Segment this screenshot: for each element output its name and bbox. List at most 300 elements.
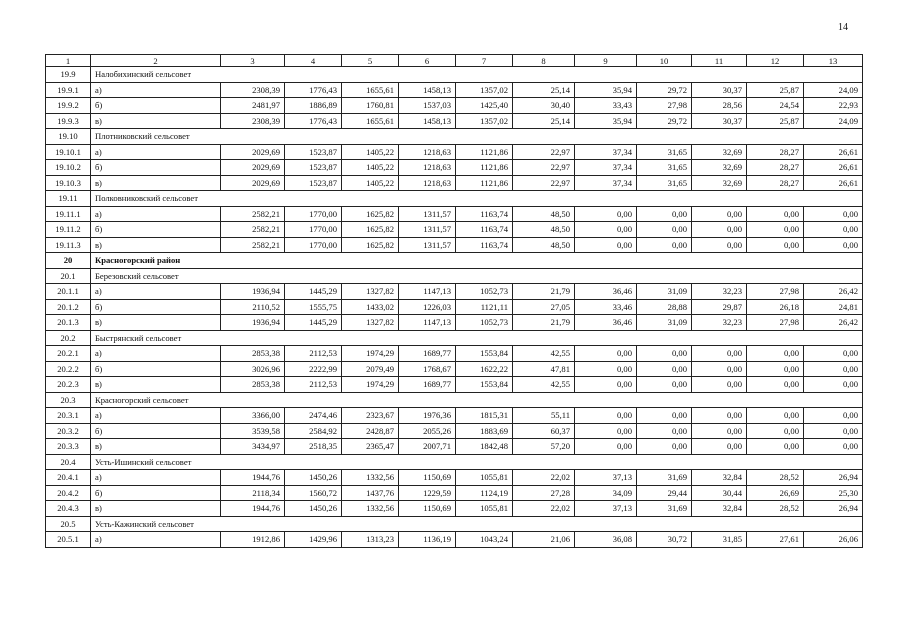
- value-cell: 1218,63: [399, 175, 456, 191]
- value-cell: 1332,56: [342, 470, 399, 486]
- value-cell: 2222,99: [285, 361, 342, 377]
- value-cell: 1815,31: [456, 408, 513, 424]
- value-cell: 37,13: [575, 501, 637, 517]
- value-cell: 1770,00: [285, 206, 342, 222]
- table-row: [46, 377, 863, 393]
- column-number-header: 9: [575, 55, 637, 67]
- row-code: 20: [46, 253, 91, 269]
- row-code: 20.1: [46, 268, 91, 284]
- value-cell: 1689,77: [399, 377, 456, 393]
- value-cell: 26,06: [804, 532, 863, 548]
- value-cell: 0,00: [575, 346, 637, 362]
- row-option-label: б): [91, 299, 221, 315]
- value-cell: 1553,84: [456, 346, 513, 362]
- value-cell: 1121,86: [456, 175, 513, 191]
- value-cell: 0,00: [804, 361, 863, 377]
- value-cell: 0,00: [692, 346, 747, 362]
- row-option-label: б): [91, 361, 221, 377]
- value-cell: 1121,86: [456, 144, 513, 160]
- value-cell: 1770,00: [285, 222, 342, 238]
- column-number-header: 10: [637, 55, 692, 67]
- column-number-header: 11: [692, 55, 747, 67]
- row-option-label: а): [91, 408, 221, 424]
- value-cell: 24,09: [804, 82, 863, 98]
- value-cell: 2853,38: [221, 377, 285, 393]
- value-cell: 28,27: [747, 175, 804, 191]
- value-cell: 0,00: [575, 222, 637, 238]
- value-cell: 0,00: [747, 377, 804, 393]
- value-cell: 2853,38: [221, 346, 285, 362]
- column-number-header: 12: [747, 55, 804, 67]
- value-cell: 1912,86: [221, 532, 285, 548]
- value-cell: 2365,47: [342, 439, 399, 455]
- value-cell: 0,00: [637, 222, 692, 238]
- table-row: [46, 361, 863, 377]
- value-cell: 2474,46: [285, 408, 342, 424]
- value-cell: 1768,67: [399, 361, 456, 377]
- table-row: [46, 160, 863, 176]
- value-cell: 28,52: [747, 501, 804, 517]
- value-cell: 1425,40: [456, 98, 513, 114]
- row-option-label: в): [91, 439, 221, 455]
- value-cell: 1458,13: [399, 82, 456, 98]
- value-cell: 1689,77: [399, 346, 456, 362]
- value-cell: 32,84: [692, 501, 747, 517]
- value-cell: 27,98: [747, 284, 804, 300]
- value-cell: 30,72: [637, 532, 692, 548]
- value-cell: 0,00: [692, 206, 747, 222]
- table-row: [46, 439, 863, 455]
- district-heading-row: [46, 253, 863, 269]
- row-option-label: в): [91, 377, 221, 393]
- value-cell: 0,00: [575, 408, 637, 424]
- value-cell: 22,97: [513, 175, 575, 191]
- table-row: [46, 532, 863, 548]
- value-cell: 0,00: [575, 377, 637, 393]
- value-cell: 31,09: [637, 284, 692, 300]
- tariff-table: [45, 54, 863, 548]
- value-cell: 1327,82: [342, 315, 399, 331]
- value-cell: 1043,24: [456, 532, 513, 548]
- column-number-header: 6: [399, 55, 456, 67]
- value-cell: 1776,43: [285, 82, 342, 98]
- value-cell: 30,40: [513, 98, 575, 114]
- value-cell: 48,50: [513, 206, 575, 222]
- value-cell: 28,56: [692, 98, 747, 114]
- row-option-label: в): [91, 501, 221, 517]
- row-code: 20.3.2: [46, 423, 91, 439]
- value-cell: 0,00: [575, 237, 637, 253]
- value-cell: 1450,26: [285, 501, 342, 517]
- value-cell: 0,00: [747, 222, 804, 238]
- value-cell: 2079,49: [342, 361, 399, 377]
- value-cell: 1625,82: [342, 222, 399, 238]
- value-cell: 0,00: [747, 361, 804, 377]
- row-code: 20.3.3: [46, 439, 91, 455]
- value-cell: 0,00: [692, 361, 747, 377]
- section-heading-row: [46, 516, 863, 532]
- row-code: 19.11.2: [46, 222, 91, 238]
- table-row: [46, 423, 863, 439]
- value-cell: 0,00: [692, 423, 747, 439]
- value-cell: 29,44: [637, 485, 692, 501]
- value-cell: 1560,72: [285, 485, 342, 501]
- value-cell: 1327,82: [342, 284, 399, 300]
- value-cell: 22,97: [513, 144, 575, 160]
- value-cell: 22,97: [513, 160, 575, 176]
- row-code: 20.4.3: [46, 501, 91, 517]
- value-cell: 2582,21: [221, 206, 285, 222]
- value-cell: 1458,13: [399, 113, 456, 129]
- section-name: Быстрянский сельсовет: [91, 330, 863, 346]
- row-code: 19.9.2: [46, 98, 91, 114]
- row-code: 20.2.1: [46, 346, 91, 362]
- row-option-label: б): [91, 98, 221, 114]
- column-number-header: 4: [285, 55, 342, 67]
- value-cell: 1150,69: [399, 470, 456, 486]
- value-cell: 24,81: [804, 299, 863, 315]
- table-row: [46, 113, 863, 129]
- value-cell: 1433,02: [342, 299, 399, 315]
- value-cell: 28,52: [747, 470, 804, 486]
- value-cell: 24,09: [804, 113, 863, 129]
- section-name: Усть-Кажинский сельсовет: [91, 516, 863, 532]
- value-cell: 32,69: [692, 144, 747, 160]
- row-code: 20.1.2: [46, 299, 91, 315]
- value-cell: 1770,00: [285, 237, 342, 253]
- value-cell: 0,00: [692, 237, 747, 253]
- row-option-label: б): [91, 485, 221, 501]
- value-cell: 1883,69: [456, 423, 513, 439]
- value-cell: 2007,71: [399, 439, 456, 455]
- row-code: 20.4.1: [46, 470, 91, 486]
- value-cell: 2584,92: [285, 423, 342, 439]
- value-cell: 2428,87: [342, 423, 399, 439]
- value-cell: 37,34: [575, 144, 637, 160]
- value-cell: 42,55: [513, 377, 575, 393]
- row-code: 19.9: [46, 67, 91, 83]
- value-cell: 0,00: [804, 423, 863, 439]
- value-cell: 1944,76: [221, 470, 285, 486]
- value-cell: 0,00: [804, 439, 863, 455]
- value-cell: 1147,13: [399, 284, 456, 300]
- value-cell: 0,00: [637, 439, 692, 455]
- value-cell: 26,61: [804, 175, 863, 191]
- table-row: [46, 98, 863, 114]
- row-code: 20.4.2: [46, 485, 91, 501]
- section-name: Красногорский сельсовет: [91, 392, 863, 408]
- value-cell: 0,00: [692, 377, 747, 393]
- value-cell: 3434,97: [221, 439, 285, 455]
- value-cell: 2118,34: [221, 485, 285, 501]
- table-row: [46, 144, 863, 160]
- row-code: 20.2.2: [46, 361, 91, 377]
- table-row: [46, 501, 863, 517]
- value-cell: 0,00: [692, 439, 747, 455]
- value-cell: 30,37: [692, 113, 747, 129]
- value-cell: 31,65: [637, 144, 692, 160]
- value-cell: 22,02: [513, 470, 575, 486]
- value-cell: 0,00: [692, 222, 747, 238]
- value-cell: 27,05: [513, 299, 575, 315]
- value-cell: 1523,87: [285, 175, 342, 191]
- table-row: [46, 284, 863, 300]
- value-cell: 32,84: [692, 470, 747, 486]
- value-cell: 1163,74: [456, 237, 513, 253]
- value-cell: 27,98: [637, 98, 692, 114]
- column-number-header: 5: [342, 55, 399, 67]
- value-cell: 0,00: [637, 346, 692, 362]
- row-code: 19.10: [46, 129, 91, 145]
- value-cell: 1150,69: [399, 501, 456, 517]
- value-cell: 1357,02: [456, 82, 513, 98]
- value-cell: 31,09: [637, 315, 692, 331]
- value-cell: 34,09: [575, 485, 637, 501]
- row-option-label: а): [91, 206, 221, 222]
- row-code: 20.5.1: [46, 532, 91, 548]
- value-cell: 2110,52: [221, 299, 285, 315]
- value-cell: 26,42: [804, 284, 863, 300]
- value-cell: 1147,13: [399, 315, 456, 331]
- value-cell: 1163,74: [456, 206, 513, 222]
- value-cell: 1625,82: [342, 206, 399, 222]
- value-cell: 27,98: [747, 315, 804, 331]
- value-cell: 35,94: [575, 113, 637, 129]
- row-option-label: а): [91, 532, 221, 548]
- column-number-header: 2: [91, 55, 221, 67]
- value-cell: 32,69: [692, 175, 747, 191]
- value-cell: 37,34: [575, 175, 637, 191]
- table-row: [46, 485, 863, 501]
- value-cell: 1313,23: [342, 532, 399, 548]
- value-cell: 0,00: [575, 423, 637, 439]
- value-cell: 0,00: [747, 423, 804, 439]
- value-cell: 31,65: [637, 175, 692, 191]
- row-option-label: а): [91, 284, 221, 300]
- value-cell: 1218,63: [399, 160, 456, 176]
- value-cell: 0,00: [692, 408, 747, 424]
- table-row: [46, 237, 863, 253]
- row-code: 20.5: [46, 516, 91, 532]
- value-cell: 2481,97: [221, 98, 285, 114]
- value-cell: 22,93: [804, 98, 863, 114]
- value-cell: 1311,57: [399, 206, 456, 222]
- value-cell: 0,00: [804, 237, 863, 253]
- value-cell: 30,37: [692, 82, 747, 98]
- value-cell: 26,94: [804, 470, 863, 486]
- value-cell: 1655,61: [342, 82, 399, 98]
- value-cell: 42,55: [513, 346, 575, 362]
- value-cell: 1523,87: [285, 160, 342, 176]
- value-cell: 0,00: [637, 377, 692, 393]
- value-cell: 1055,81: [456, 501, 513, 517]
- page-number: 14: [838, 22, 848, 33]
- table-row: [46, 222, 863, 238]
- value-cell: 32,69: [692, 160, 747, 176]
- row-code: 19.10.1: [46, 144, 91, 160]
- section-heading-row: [46, 392, 863, 408]
- row-option-label: а): [91, 346, 221, 362]
- row-code: 20.3: [46, 392, 91, 408]
- value-cell: 1332,56: [342, 501, 399, 517]
- value-cell: 0,00: [747, 439, 804, 455]
- section-heading-row: [46, 67, 863, 83]
- value-cell: 1437,76: [342, 485, 399, 501]
- value-cell: 1976,36: [399, 408, 456, 424]
- value-cell: 1052,73: [456, 315, 513, 331]
- value-cell: 0,00: [804, 346, 863, 362]
- value-cell: 1936,94: [221, 284, 285, 300]
- value-cell: 1537,03: [399, 98, 456, 114]
- value-cell: 0,00: [804, 206, 863, 222]
- value-cell: 1450,26: [285, 470, 342, 486]
- value-cell: 31,65: [637, 160, 692, 176]
- value-cell: 33,43: [575, 98, 637, 114]
- row-code: 20.1.1: [46, 284, 91, 300]
- value-cell: 37,34: [575, 160, 637, 176]
- value-cell: 25,87: [747, 113, 804, 129]
- value-cell: 48,50: [513, 222, 575, 238]
- value-cell: 0,00: [575, 206, 637, 222]
- value-cell: 48,50: [513, 237, 575, 253]
- row-code: 19.10.2: [46, 160, 91, 176]
- value-cell: 1311,57: [399, 237, 456, 253]
- value-cell: 27,28: [513, 485, 575, 501]
- table-row: [46, 408, 863, 424]
- section-name: Березовский сельсовет: [91, 268, 863, 284]
- value-cell: 29,72: [637, 113, 692, 129]
- value-cell: 1405,22: [342, 144, 399, 160]
- value-cell: 1523,87: [285, 144, 342, 160]
- value-cell: 1311,57: [399, 222, 456, 238]
- section-heading-row: [46, 191, 863, 207]
- value-cell: 0,00: [637, 237, 692, 253]
- value-cell: 0,00: [575, 439, 637, 455]
- value-cell: 1055,81: [456, 470, 513, 486]
- value-cell: 1886,89: [285, 98, 342, 114]
- section-heading-row: [46, 330, 863, 346]
- value-cell: 31,69: [637, 501, 692, 517]
- row-option-label: а): [91, 144, 221, 160]
- value-cell: 3366,00: [221, 408, 285, 424]
- value-cell: 2308,39: [221, 82, 285, 98]
- value-cell: 2029,69: [221, 160, 285, 176]
- row-option-label: в): [91, 237, 221, 253]
- column-number-header: 8: [513, 55, 575, 67]
- row-option-label: а): [91, 82, 221, 98]
- value-cell: 36,08: [575, 532, 637, 548]
- row-option-label: б): [91, 222, 221, 238]
- table-body: [46, 55, 863, 548]
- row-code: 19.10.3: [46, 175, 91, 191]
- value-cell: 32,23: [692, 315, 747, 331]
- value-cell: 2112,53: [285, 377, 342, 393]
- value-cell: 1136,19: [399, 532, 456, 548]
- row-code: 20.2: [46, 330, 91, 346]
- value-cell: 1974,29: [342, 377, 399, 393]
- value-cell: 0,00: [747, 237, 804, 253]
- value-cell: 1842,48: [456, 439, 513, 455]
- value-cell: 26,61: [804, 160, 863, 176]
- value-cell: 0,00: [804, 222, 863, 238]
- value-cell: 37,13: [575, 470, 637, 486]
- section-name: Полковниковский сельсовет: [91, 191, 863, 207]
- row-code: 20.3.1: [46, 408, 91, 424]
- table-row: [46, 175, 863, 191]
- section-name: Налобихинский сельсовет: [91, 67, 863, 83]
- value-cell: 26,94: [804, 501, 863, 517]
- row-code: 19.11.1: [46, 206, 91, 222]
- row-code: 19.9.1: [46, 82, 91, 98]
- value-cell: 28,27: [747, 160, 804, 176]
- value-cell: 1622,22: [456, 361, 513, 377]
- value-cell: 27,61: [747, 532, 804, 548]
- value-cell: 1655,61: [342, 113, 399, 129]
- column-number-header: 13: [804, 55, 863, 67]
- row-option-label: в): [91, 113, 221, 129]
- value-cell: 0,00: [747, 408, 804, 424]
- value-cell: 3539,58: [221, 423, 285, 439]
- table-row: [46, 346, 863, 362]
- value-cell: 2582,21: [221, 237, 285, 253]
- row-option-label: а): [91, 470, 221, 486]
- row-code: 20.2.3: [46, 377, 91, 393]
- value-cell: 1445,29: [285, 315, 342, 331]
- value-cell: 57,20: [513, 439, 575, 455]
- district-name: Красногорский район: [91, 253, 863, 269]
- value-cell: 26,69: [747, 485, 804, 501]
- value-cell: 1429,96: [285, 532, 342, 548]
- value-cell: 1405,22: [342, 175, 399, 191]
- value-cell: 2029,69: [221, 175, 285, 191]
- value-cell: 1625,82: [342, 237, 399, 253]
- row-code: 19.11.3: [46, 237, 91, 253]
- table-header-row: [46, 55, 863, 67]
- value-cell: 1760,81: [342, 98, 399, 114]
- value-cell: 30,44: [692, 485, 747, 501]
- value-cell: 21,79: [513, 284, 575, 300]
- value-cell: 1121,11: [456, 299, 513, 315]
- column-number-header: 1: [46, 55, 91, 67]
- value-cell: 2029,69: [221, 144, 285, 160]
- value-cell: 35,94: [575, 82, 637, 98]
- value-cell: 26,42: [804, 315, 863, 331]
- value-cell: 3026,96: [221, 361, 285, 377]
- value-cell: 22,02: [513, 501, 575, 517]
- value-cell: 0,00: [747, 346, 804, 362]
- value-cell: 0,00: [804, 377, 863, 393]
- value-cell: 2055,26: [399, 423, 456, 439]
- value-cell: 2518,35: [285, 439, 342, 455]
- value-cell: 21,06: [513, 532, 575, 548]
- value-cell: 26,18: [747, 299, 804, 315]
- value-cell: 2112,53: [285, 346, 342, 362]
- value-cell: 1121,86: [456, 160, 513, 176]
- table-row: [46, 82, 863, 98]
- value-cell: 0,00: [637, 423, 692, 439]
- value-cell: 1553,84: [456, 377, 513, 393]
- value-cell: 0,00: [637, 408, 692, 424]
- row-option-label: б): [91, 160, 221, 176]
- value-cell: 25,14: [513, 82, 575, 98]
- row-code: 20.1.3: [46, 315, 91, 331]
- value-cell: 28,27: [747, 144, 804, 160]
- value-cell: 47,81: [513, 361, 575, 377]
- value-cell: 1229,59: [399, 485, 456, 501]
- value-cell: 1405,22: [342, 160, 399, 176]
- value-cell: 31,69: [637, 470, 692, 486]
- section-name: Усть-Ишинский сельсовет: [91, 454, 863, 470]
